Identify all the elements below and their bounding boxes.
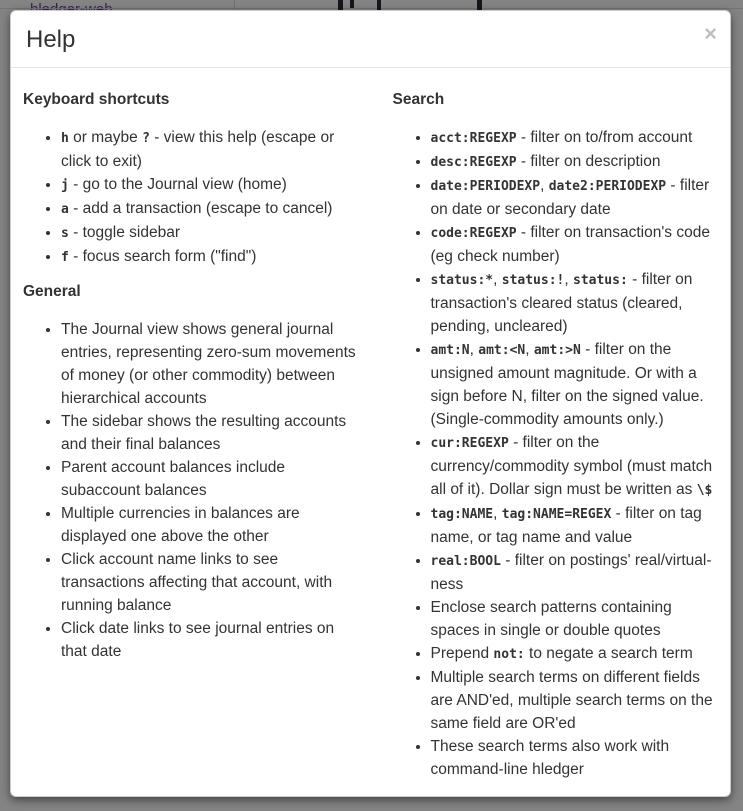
- modal-title: Help: [26, 26, 76, 53]
- dimmed-page-background: [0, 0, 743, 10]
- code-term: s: [61, 226, 69, 241]
- help-list-item: [431, 126, 723, 150]
- code-term: desc:REGEXP: [430, 155, 517, 170]
- help-list-item: [61, 617, 361, 663]
- code-term: a: [61, 202, 69, 217]
- text-run: - toggle sidebar: [68, 224, 180, 241]
- text-run: or maybe: [68, 129, 143, 146]
- text-run: - add a transaction (escape to cancel): [68, 200, 333, 217]
- code-term: amt:N: [430, 343, 470, 358]
- help-list-item: [61, 245, 361, 269]
- text-run: - focus search form ("find"): [68, 248, 257, 265]
- code-term: status:: [573, 273, 628, 288]
- help-list-item: [431, 666, 723, 735]
- text-run: Enclose search patterns containing spaces in single or double quotes: [430, 599, 672, 639]
- help-list-item: [61, 456, 361, 502]
- help-list-item: [431, 221, 723, 268]
- code-term: code:REGEXP: [430, 226, 517, 241]
- text-run: - go to the Journal view (home): [68, 176, 287, 193]
- text-run: - filter on date or secondary date: [430, 177, 710, 218]
- text-run: Multiple currencies in balances are displayed one above the other: [61, 505, 300, 545]
- help-list-item: [431, 502, 723, 549]
- obscured-page-heading-fragment: [350, 0, 354, 8]
- text-run: - filter on the currency/commodity symbol (must match all of it). Dollar sign must be written as: [430, 434, 713, 498]
- text-run: ,: [469, 341, 479, 358]
- code-term: ?: [142, 131, 150, 146]
- code-term: date:PERIODEXP: [430, 179, 541, 194]
- code-term: j: [61, 178, 69, 193]
- text-run: These search terms also work with command-line hledger: [430, 738, 670, 778]
- code-term: tag:NAME: [430, 507, 494, 522]
- obscured-page-heading-fragment: [477, 0, 482, 10]
- section-heading-general: General: [23, 283, 81, 300]
- code-term: tag:NAME=REGEX: [501, 507, 612, 522]
- help-list-item: [61, 197, 361, 221]
- text-run: ,: [540, 177, 549, 194]
- help-list-item: [61, 548, 361, 617]
- code-term: h: [61, 131, 69, 146]
- code-term: status:*: [430, 273, 494, 288]
- help-list-item: [61, 173, 361, 197]
- text-run: ,: [493, 271, 502, 288]
- text-run: Parent account balances include subaccount balances: [61, 459, 286, 499]
- help-modal: [10, 10, 731, 797]
- text-run: - filter on transaction's cleared status (cleared, pending, uncleared): [430, 271, 693, 335]
- help-right-column: [371, 89, 731, 793]
- code-term: cur:REGEXP: [430, 436, 509, 451]
- help-list-item: [61, 126, 361, 173]
- help-list-item: [431, 338, 723, 431]
- text-run: - filter on postings' real/virtual-ness: [430, 552, 712, 593]
- text-run: - filter on to/from account: [516, 129, 693, 146]
- text-run: Click account name links to see transactions affecting that account, with running balance: [61, 551, 333, 614]
- text-run: The sidebar shows the resulting accounts and their final balances: [61, 413, 347, 453]
- help-list-item: [431, 596, 723, 642]
- code-term: status:!: [501, 273, 565, 288]
- text-run: ,: [493, 505, 502, 522]
- navbar-divider: [234, 0, 235, 10]
- help-left-column: [11, 89, 371, 793]
- help-list-item: [431, 268, 723, 338]
- text-run: - filter on tag name, or tag name and value: [430, 505, 702, 546]
- code-term: date2:PERIODEXP: [548, 179, 667, 194]
- navbar-underline: [0, 8, 743, 9]
- code-term: acct:REGEXP: [430, 131, 517, 146]
- help-list-item: [61, 502, 361, 548]
- text-run: - filter on description: [516, 153, 661, 170]
- text-run: to negate a search term: [524, 645, 693, 662]
- text-run: Multiple search terms on different fields are AND'ed, multiple search terms on the same field are OR'ed: [430, 669, 713, 732]
- code-term: amt:>N: [533, 343, 581, 358]
- help-list-item: [431, 642, 723, 666]
- text-run: - filter on transaction's code (eg check number): [430, 224, 710, 265]
- code-term: \$: [696, 483, 713, 498]
- section-heading-keyboard-shortcuts: Keyboard shortcuts: [23, 91, 170, 108]
- section-heading-search: Search: [392, 91, 445, 108]
- help-modal-header: [11, 11, 730, 68]
- help-list-item: [431, 549, 723, 596]
- obscured-page-heading-fragment: [338, 0, 343, 10]
- help-list-item: [61, 318, 361, 410]
- help-modal-body: [11, 68, 730, 797]
- obscured-page-heading-fragment: [377, 0, 381, 10]
- search-list: [393, 126, 723, 781]
- help-list-item: [431, 174, 723, 221]
- help-list-item: [431, 150, 723, 174]
- text-run: - view this help (escape or click to exit): [61, 129, 335, 170]
- code-term: real:BOOL: [430, 554, 501, 569]
- text-run: Click date links to see journal entries on that date: [61, 620, 335, 660]
- keyboard-shortcuts-list: [23, 126, 361, 269]
- code-term: amt:<N: [478, 343, 526, 358]
- code-term: f: [61, 250, 69, 265]
- help-list-item: [61, 410, 361, 456]
- text-run: The Journal view shows general journal entries, representing zero-sum movements of money (or other commodity) between hierarchical accounts: [61, 321, 356, 407]
- text-run: Prepend: [430, 645, 494, 662]
- text-run: ,: [525, 341, 534, 358]
- help-list-item: [431, 735, 723, 781]
- help-list-item: [61, 221, 361, 245]
- code-term: not:: [493, 647, 525, 662]
- general-list: [23, 318, 361, 663]
- help-list-item: [431, 431, 723, 502]
- text-run: - filter on the unsigned amount magnitude. Or with a sign before N, filter on the signed value. (Single-commodity amounts only.): [430, 341, 704, 428]
- text-run: ,: [564, 271, 573, 288]
- close-icon[interactable]: ×: [704, 21, 717, 46]
